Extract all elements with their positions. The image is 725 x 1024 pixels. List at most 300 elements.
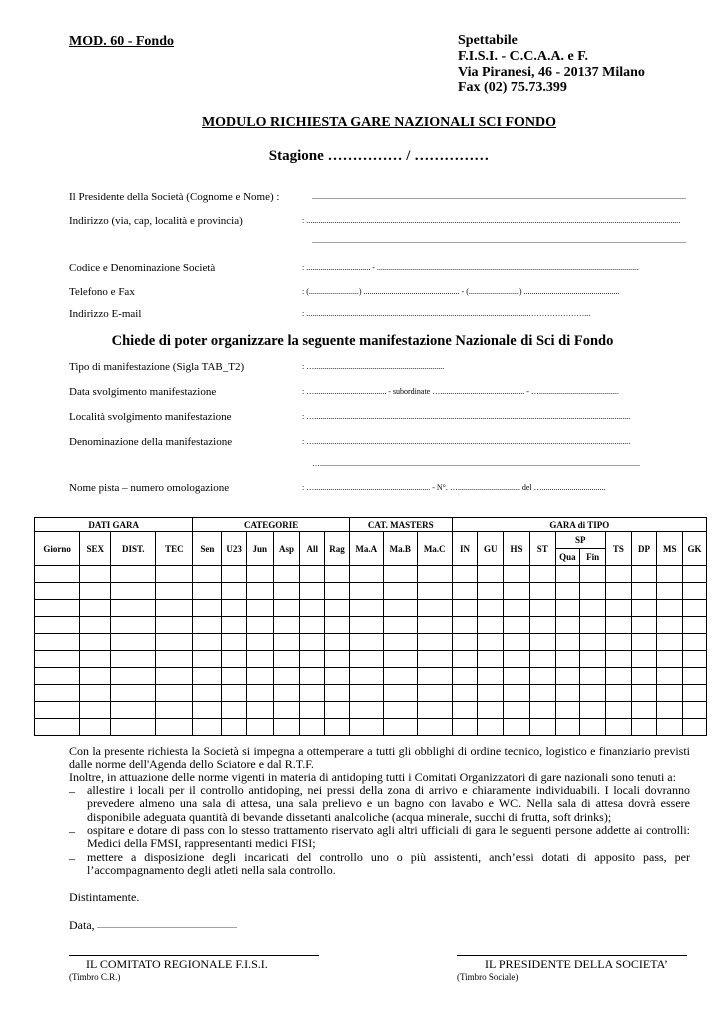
table-cell[interactable] <box>193 583 222 600</box>
table-cell[interactable] <box>273 702 300 719</box>
table-cell[interactable] <box>417 719 452 736</box>
table-cell[interactable] <box>246 617 273 634</box>
table-cell[interactable] <box>504 600 530 617</box>
group-header: CAT. MASTERS <box>349 518 452 532</box>
table-cell[interactable] <box>156 668 193 685</box>
table-cell[interactable] <box>300 651 325 668</box>
table-cell[interactable] <box>417 651 452 668</box>
table-cell[interactable] <box>273 685 300 702</box>
table-cell[interactable] <box>156 651 193 668</box>
table-cell[interactable] <box>478 617 504 634</box>
closing-text: Distintamente. <box>69 890 140 904</box>
table-cell[interactable] <box>657 668 683 685</box>
table-cell[interactable] <box>605 685 631 702</box>
table-cell[interactable] <box>246 566 273 583</box>
table-cell[interactable] <box>349 617 383 634</box>
table-cell[interactable] <box>193 651 222 668</box>
table-cell[interactable] <box>325 719 350 736</box>
column-header: Ma.A <box>349 532 383 566</box>
table-cell[interactable] <box>504 566 530 583</box>
table-cell[interactable] <box>452 685 478 702</box>
table-cell[interactable] <box>349 719 383 736</box>
table-cell[interactable] <box>349 634 383 651</box>
table-cell[interactable] <box>246 583 273 600</box>
table-cell[interactable] <box>273 668 300 685</box>
table-cell[interactable] <box>222 583 247 600</box>
event-type-input[interactable]: : …................................................................. <box>302 362 445 371</box>
page-title: MODULO RICHIESTA GARE NAZIONALI SCI FONDO <box>201 115 557 130</box>
column-header: MS <box>657 532 683 566</box>
table-cell[interactable] <box>555 651 580 668</box>
column-header: TS <box>605 532 631 566</box>
field-label: Telefono e Fax <box>69 286 135 298</box>
table-cell[interactable] <box>478 702 504 719</box>
table-cell[interactable] <box>193 719 222 736</box>
group-header: CATEGORIE <box>193 518 349 532</box>
season-field[interactable]: Stagione …………… / …………… <box>268 148 490 164</box>
table-cell[interactable] <box>417 702 452 719</box>
table-cell[interactable] <box>111 719 156 736</box>
table-cell[interactable] <box>35 600 80 617</box>
table-cell[interactable] <box>417 583 452 600</box>
table-cell[interactable] <box>417 566 452 583</box>
field-label: Tipo di manifestazione (Sigla TAB_T2) <box>69 361 245 373</box>
table-cell[interactable] <box>193 685 222 702</box>
table-cell[interactable] <box>657 600 683 617</box>
table-cell[interactable] <box>504 702 530 719</box>
table-cell[interactable] <box>631 668 657 685</box>
table-cell[interactable] <box>300 719 325 736</box>
table-cell[interactable] <box>580 617 606 634</box>
table-cell[interactable] <box>529 719 555 736</box>
table-cell[interactable] <box>246 719 273 736</box>
table-cell[interactable] <box>156 583 193 600</box>
table-cell[interactable] <box>580 583 606 600</box>
table-cell[interactable] <box>631 702 657 719</box>
stamp-label: (Timbro Sociale) <box>457 972 519 982</box>
table-cell[interactable] <box>605 634 631 651</box>
table-cell[interactable] <box>325 600 350 617</box>
table-cell[interactable] <box>580 651 606 668</box>
table-cell[interactable] <box>246 668 273 685</box>
table-cell[interactable] <box>35 583 80 600</box>
table-cell[interactable] <box>605 651 631 668</box>
table-cell[interactable] <box>605 719 631 736</box>
table-cell[interactable] <box>580 702 606 719</box>
track-homologation-input[interactable]: : ….......................................................... - N°. …............................... del …................................ <box>302 483 606 492</box>
address-input[interactable]: : ........................................................................................................................................................................................... <box>302 216 681 225</box>
table-cell[interactable] <box>683 651 707 668</box>
table-cell[interactable] <box>631 651 657 668</box>
table-cell[interactable] <box>683 668 707 685</box>
table-cell[interactable] <box>631 583 657 600</box>
table-cell[interactable] <box>478 668 504 685</box>
table-cell[interactable] <box>555 702 580 719</box>
table-group-header <box>35 518 707 532</box>
table-cell[interactable] <box>383 583 417 600</box>
table-cell[interactable] <box>631 566 657 583</box>
table-cell[interactable] <box>273 617 300 634</box>
list-item: mettere a disposizione degli incaricati del controllo uno o più assistenti, anch’essi dotati di apposito pass, per l’accompagnamento degli atleti nella sala controllo. <box>87 850 690 878</box>
table-cell[interactable] <box>80 617 111 634</box>
table-cell[interactable] <box>156 719 193 736</box>
table-cell[interactable] <box>529 702 555 719</box>
table-cell[interactable] <box>529 600 555 617</box>
table-cell[interactable] <box>80 651 111 668</box>
table-cell[interactable] <box>193 566 222 583</box>
table-cell[interactable] <box>80 668 111 685</box>
table-cell[interactable] <box>529 668 555 685</box>
table-cell[interactable] <box>35 634 80 651</box>
table-row <box>35 651 707 668</box>
table-cell[interactable] <box>300 634 325 651</box>
table-cell[interactable] <box>222 685 247 702</box>
table-cell[interactable] <box>35 617 80 634</box>
table-cell[interactable] <box>529 566 555 583</box>
table-cell[interactable] <box>80 719 111 736</box>
table-cell[interactable] <box>605 600 631 617</box>
table-cell[interactable] <box>580 634 606 651</box>
table-cell[interactable] <box>452 702 478 719</box>
table-cell[interactable] <box>504 617 530 634</box>
society-code-input[interactable]: : ................................ - ................................................................................................................................... <box>302 263 639 272</box>
table-cell[interactable] <box>478 719 504 736</box>
table-cell[interactable] <box>555 600 580 617</box>
table-cell[interactable] <box>349 600 383 617</box>
table-cell[interactable] <box>417 634 452 651</box>
table-cell[interactable] <box>35 702 80 719</box>
table-cell[interactable] <box>193 634 222 651</box>
table-cell[interactable] <box>383 600 417 617</box>
table-cell[interactable] <box>246 651 273 668</box>
table-cell[interactable] <box>478 651 504 668</box>
table-cell[interactable] <box>349 566 383 583</box>
table-cell[interactable] <box>325 583 350 600</box>
table-cell[interactable] <box>478 685 504 702</box>
table-cell[interactable] <box>504 583 530 600</box>
table-cell[interactable] <box>631 600 657 617</box>
table-cell[interactable] <box>273 566 300 583</box>
table-cell[interactable] <box>325 702 350 719</box>
table-cell[interactable] <box>478 583 504 600</box>
addressee-line: Spettabile <box>458 33 518 48</box>
table-cell[interactable] <box>325 668 350 685</box>
commitment-intro: Con la presente richiesta la Società si impegna a ottemperare a tutti gli obblighi di ordine tecnico, logistico e finanziario previsti dalle norme dell'Agenda dello Sciatore e dal R.T.F. <box>69 744 690 772</box>
list-bullet: – <box>69 824 75 838</box>
table-cell[interactable] <box>80 702 111 719</box>
event-location-input[interactable]: : ….............................................................................................................................................................. <box>302 412 631 421</box>
field-label: Codice e Denominazione Società <box>69 262 216 274</box>
event-date-input[interactable]: : ….................................... - subordinate ….......................................... - …........................................ <box>302 387 619 396</box>
table-cell[interactable] <box>555 583 580 600</box>
table-cell[interactable] <box>246 600 273 617</box>
table-cell[interactable] <box>111 600 156 617</box>
phone-fax-input[interactable]: : (.........................) ................................................ - (.........................) ................................................ <box>302 287 620 296</box>
table-cell[interactable] <box>529 634 555 651</box>
table-cell[interactable] <box>300 702 325 719</box>
table-row <box>35 600 707 617</box>
table-cell[interactable] <box>452 617 478 634</box>
table-cell[interactable] <box>156 600 193 617</box>
field-label: Il Presidente della Società (Cognome e Nome) : <box>69 191 280 203</box>
table-cell[interactable] <box>555 566 580 583</box>
table-cell[interactable] <box>683 702 707 719</box>
table-cell[interactable] <box>246 702 273 719</box>
table-cell[interactable] <box>478 600 504 617</box>
table-cell[interactable] <box>631 617 657 634</box>
email-input[interactable]: : ...............................................................................................................…………………... <box>302 309 591 318</box>
table-cell[interactable] <box>111 583 156 600</box>
table-cell[interactable] <box>504 668 530 685</box>
table-cell[interactable] <box>478 634 504 651</box>
signature-line-cr[interactable] <box>69 955 319 956</box>
table-cell[interactable] <box>111 668 156 685</box>
table-cell[interactable] <box>383 634 417 651</box>
table-cell[interactable] <box>605 668 631 685</box>
table-cell[interactable] <box>555 685 580 702</box>
table-cell[interactable] <box>35 668 80 685</box>
table-row <box>35 719 707 736</box>
table-cell[interactable] <box>222 719 247 736</box>
table-cell[interactable] <box>452 600 478 617</box>
table-cell[interactable] <box>80 583 111 600</box>
table-cell[interactable] <box>300 583 325 600</box>
table-cell[interactable] <box>156 566 193 583</box>
table-cell[interactable] <box>111 651 156 668</box>
table-cell[interactable] <box>657 566 683 583</box>
table-cell[interactable] <box>273 600 300 617</box>
table-cell[interactable] <box>222 651 247 668</box>
table-cell[interactable] <box>111 634 156 651</box>
table-cell[interactable] <box>349 668 383 685</box>
table-cell[interactable] <box>605 583 631 600</box>
list-item: ospitare e dotare di pass con lo stesso trattamento riservato agli altri ufficiali di gara le seguenti persone addette ai controlli: Medici della FMSI, rappresentanti medici FISI; <box>87 823 690 851</box>
table-cell[interactable] <box>605 566 631 583</box>
table-cell[interactable] <box>504 685 530 702</box>
table-cell[interactable] <box>683 634 707 651</box>
table-cell[interactable] <box>631 719 657 736</box>
table-row <box>35 685 707 702</box>
table-cell[interactable] <box>452 668 478 685</box>
table-cell[interactable] <box>555 634 580 651</box>
table-cell[interactable] <box>580 566 606 583</box>
column-header: DP <box>631 532 657 566</box>
races-table-body <box>35 566 707 736</box>
table-cell[interactable] <box>325 685 350 702</box>
table-cell[interactable] <box>529 685 555 702</box>
table-cell[interactable] <box>222 600 247 617</box>
table-cell[interactable] <box>111 566 156 583</box>
table-cell[interactable] <box>349 702 383 719</box>
table-cell[interactable] <box>683 566 707 583</box>
event-name-input-line2[interactable]: …................................................................................................................................................................ <box>312 459 640 468</box>
table-cell[interactable] <box>273 583 300 600</box>
table-cell[interactable] <box>383 651 417 668</box>
table-cell[interactable] <box>156 634 193 651</box>
form-code: MOD. 60 - Fondo <box>69 34 174 49</box>
table-cell[interactable] <box>273 634 300 651</box>
column-header: ST <box>529 532 555 566</box>
table-column-header <box>35 532 707 549</box>
table-cell[interactable] <box>80 685 111 702</box>
table-cell[interactable] <box>300 600 325 617</box>
table-cell[interactable] <box>657 685 683 702</box>
table-cell[interactable] <box>555 668 580 685</box>
table-cell[interactable] <box>657 617 683 634</box>
table-cell[interactable] <box>222 668 247 685</box>
table-cell[interactable] <box>555 719 580 736</box>
table-cell[interactable] <box>246 685 273 702</box>
table-cell[interactable] <box>417 617 452 634</box>
table-cell[interactable] <box>657 719 683 736</box>
table-cell[interactable] <box>657 583 683 600</box>
table-row <box>35 566 707 583</box>
table-cell[interactable] <box>580 668 606 685</box>
date-input[interactable]: ...................................................................... <box>97 921 237 930</box>
table-cell[interactable] <box>504 651 530 668</box>
table-cell[interactable] <box>325 634 350 651</box>
table-cell[interactable] <box>452 583 478 600</box>
column-header: IN <box>452 532 478 566</box>
table-cell[interactable] <box>193 617 222 634</box>
table-cell[interactable] <box>657 634 683 651</box>
table-cell[interactable] <box>222 702 247 719</box>
column-header: Ma.C <box>417 532 452 566</box>
table-cell[interactable] <box>156 617 193 634</box>
table-cell[interactable] <box>222 634 247 651</box>
table-cell[interactable] <box>417 685 452 702</box>
table-cell[interactable] <box>683 617 707 634</box>
table-cell[interactable] <box>683 685 707 702</box>
table-cell[interactable] <box>193 600 222 617</box>
field-label: Denominazione della manifestazione <box>69 436 233 448</box>
column-header: Asp <box>273 532 300 566</box>
table-cell[interactable] <box>80 600 111 617</box>
table-cell[interactable] <box>300 566 325 583</box>
table-cell[interactable] <box>631 685 657 702</box>
field-label: Località svolgimento manifestazione <box>69 411 232 423</box>
group-header: GARA di TIPO <box>452 518 706 532</box>
table-cell[interactable] <box>273 651 300 668</box>
table-cell[interactable] <box>504 634 530 651</box>
table-cell[interactable] <box>683 583 707 600</box>
table-cell[interactable] <box>580 685 606 702</box>
table-cell[interactable] <box>555 617 580 634</box>
column-header: GK <box>683 532 707 566</box>
table-row <box>35 634 707 651</box>
table-cell[interactable] <box>605 617 631 634</box>
table-cell[interactable] <box>300 685 325 702</box>
table-cell[interactable] <box>529 583 555 600</box>
table-cell[interactable] <box>222 566 247 583</box>
table-cell[interactable] <box>631 634 657 651</box>
table-cell[interactable] <box>35 685 80 702</box>
table-cell[interactable] <box>529 651 555 668</box>
table-cell[interactable] <box>383 566 417 583</box>
table-cell[interactable] <box>657 702 683 719</box>
table-cell[interactable] <box>193 702 222 719</box>
signature-line-president[interactable] <box>457 955 687 956</box>
table-cell[interactable] <box>504 719 530 736</box>
table-cell[interactable] <box>452 651 478 668</box>
table-cell[interactable] <box>111 685 156 702</box>
field-label: Nome pista – numero omologazione <box>69 482 230 494</box>
table-cell[interactable] <box>417 668 452 685</box>
table-cell[interactable] <box>452 719 478 736</box>
table-cell[interactable] <box>529 617 555 634</box>
table-cell[interactable] <box>273 719 300 736</box>
table-cell[interactable] <box>222 617 247 634</box>
table-cell[interactable] <box>417 600 452 617</box>
table-cell[interactable] <box>383 702 417 719</box>
signature-title: IL PRESIDENTE DELLA SOCIETA’ <box>485 957 668 971</box>
table-cell[interactable] <box>156 685 193 702</box>
table-cell[interactable] <box>111 617 156 634</box>
table-cell[interactable] <box>325 617 350 634</box>
column-header: Ma.B <box>383 532 417 566</box>
column-header: Rag <box>325 532 350 566</box>
addressee-line: Via Piranesi, 46 - 20137 Milano <box>458 65 645 80</box>
table-cell[interactable] <box>383 617 417 634</box>
table-cell[interactable] <box>35 651 80 668</box>
column-subheader: Fin <box>580 549 606 566</box>
table-cell[interactable] <box>80 566 111 583</box>
table-cell[interactable] <box>193 668 222 685</box>
table-cell[interactable] <box>683 600 707 617</box>
table-cell[interactable] <box>325 566 350 583</box>
table-cell[interactable] <box>580 600 606 617</box>
table-cell[interactable] <box>35 566 80 583</box>
table-cell[interactable] <box>349 583 383 600</box>
president-input[interactable]: ........................................................................................................................................................................................... <box>312 192 686 201</box>
event-name-input[interactable]: : ….............................................................................................................................................................. <box>302 437 631 446</box>
addressee-line: F.I.S.I. - C.C.A.A. e F. <box>458 49 589 64</box>
column-header: TEC <box>156 532 193 566</box>
table-row <box>35 668 707 685</box>
column-header: HS <box>504 532 530 566</box>
table-cell[interactable] <box>478 566 504 583</box>
column-header: SEX <box>80 532 111 566</box>
group-header: DATI GARA <box>35 518 193 532</box>
table-cell[interactable] <box>325 651 350 668</box>
table-cell[interactable] <box>452 566 478 583</box>
column-header: U23 <box>222 532 247 566</box>
table-cell[interactable] <box>156 702 193 719</box>
table-cell[interactable] <box>35 719 80 736</box>
stamp-label: (Timbro C.R.) <box>69 972 121 982</box>
table-cell[interactable] <box>300 668 325 685</box>
table-cell[interactable] <box>383 685 417 702</box>
table-cell[interactable] <box>657 651 683 668</box>
table-cell[interactable] <box>349 685 383 702</box>
table-cell[interactable] <box>383 668 417 685</box>
table-cell[interactable] <box>605 702 631 719</box>
table-cell[interactable] <box>580 719 606 736</box>
table-cell[interactable] <box>349 651 383 668</box>
table-cell[interactable] <box>111 702 156 719</box>
field-label: Data svolgimento manifestazione <box>69 386 217 398</box>
table-cell[interactable] <box>383 719 417 736</box>
address-input-line2[interactable]: ........................................................................................................................................................................................... <box>312 236 686 245</box>
table-cell[interactable] <box>246 634 273 651</box>
table-cell[interactable] <box>300 617 325 634</box>
table-cell[interactable] <box>80 634 111 651</box>
table-cell[interactable] <box>683 719 707 736</box>
table-cell[interactable] <box>452 634 478 651</box>
date-label: Data, <box>69 918 95 932</box>
column-header: SP <box>555 532 605 549</box>
column-header: GU <box>478 532 504 566</box>
